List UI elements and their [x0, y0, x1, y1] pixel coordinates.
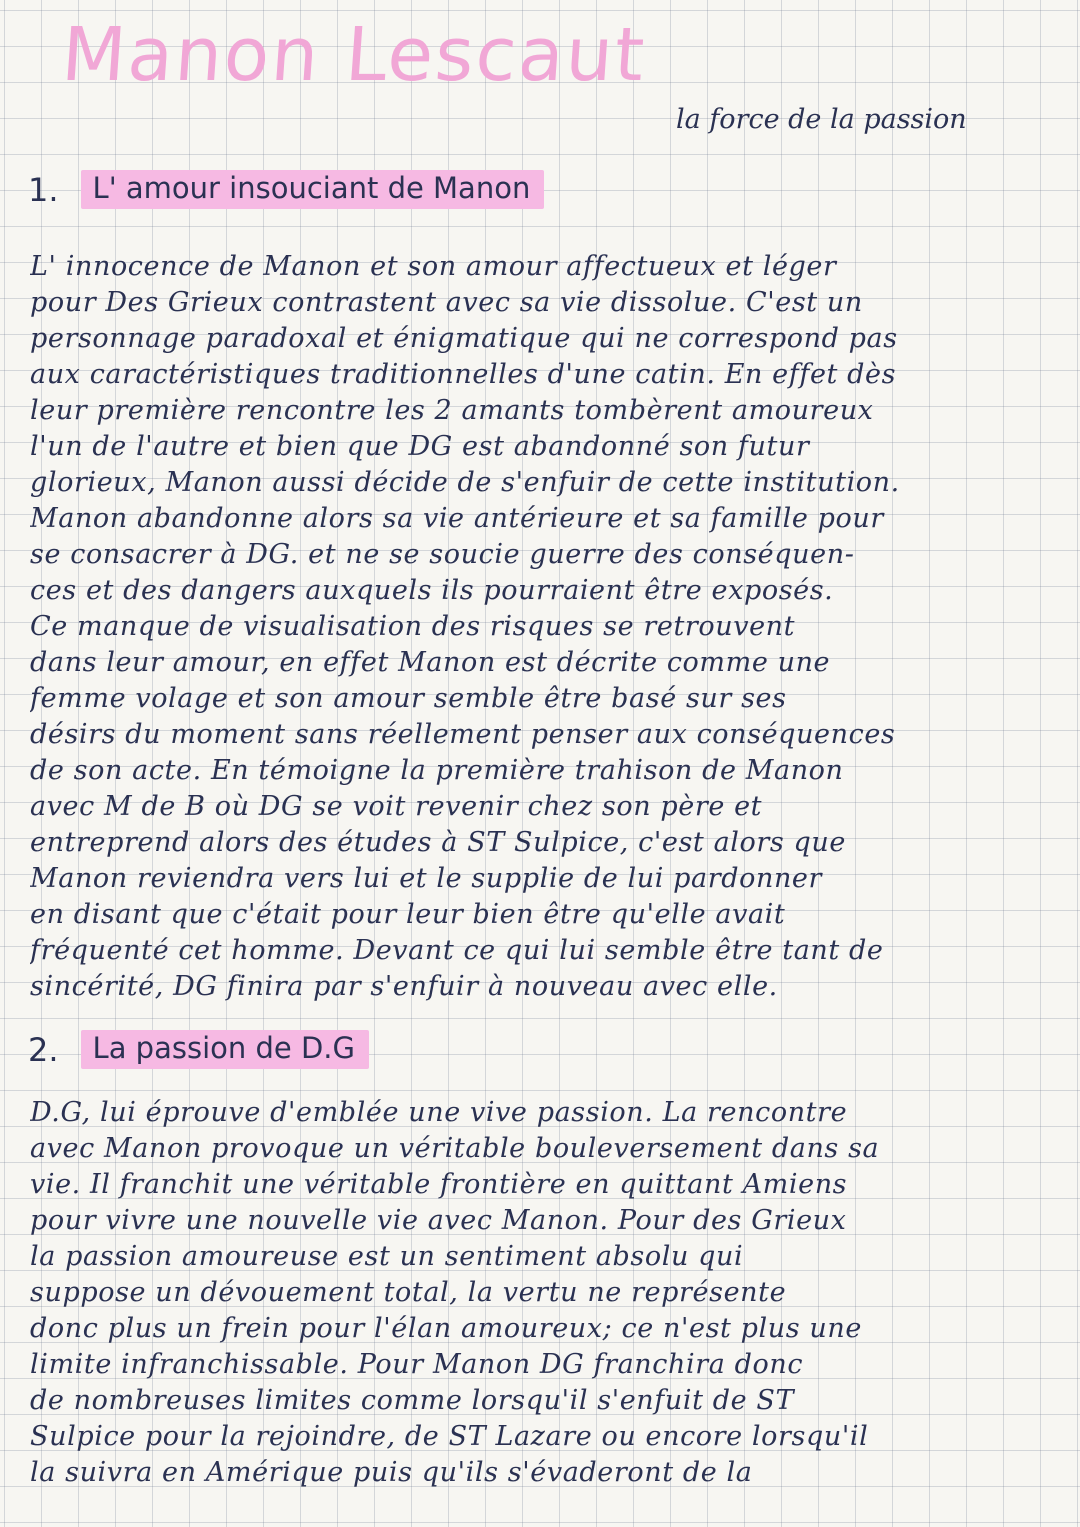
text-line: se consacrer à DG. et ne se soucie guerre des conséquen- — [30, 539, 855, 570]
section-heading-2 — [28, 1030, 369, 1069]
text-line: fréquenté cet homme. Devant ce qui lui semble être tant de — [30, 935, 884, 966]
text-line: limite infranchissable. Pour Manon DG franchira donc — [30, 1349, 804, 1380]
text-line: en disant que c'était pour leur bien être qu'elle avait — [30, 899, 786, 930]
text-line: Manon reviendra vers lui et le supplie de lui pardonner — [30, 863, 823, 894]
page-title: Manon Lescaut — [58, 12, 649, 98]
section-2-paragraph — [30, 1095, 1052, 1491]
text-line: de nombreuses limites comme lorsqu'il s'enfuit de ST — [30, 1385, 795, 1416]
text-line: femme volage et son amour semble être basé sur ses — [30, 683, 787, 714]
text-line: la suivra en Amérique puis qu'ils s'évaderont de la — [30, 1457, 753, 1488]
text-line: leur première rencontre les 2 amants tombèrent amoureux — [30, 395, 874, 426]
section-number: 1. — [28, 170, 59, 209]
section-number: 2. — [28, 1030, 59, 1069]
section-heading-highlight: La passion de D.G — [81, 1030, 369, 1069]
section-heading-highlight: L' amour insouciant de Manon — [81, 170, 545, 209]
text-line: l'un de l'autre et bien que DG est abandonné son futur — [30, 431, 810, 462]
text-line: vie. Il franchit une véritable frontière en quittant Amiens — [30, 1169, 848, 1200]
text-line: suppose un dévouement total, la vertu ne représente — [30, 1277, 787, 1308]
text-line: Ce manque de visualisation des risques se retrouvent — [30, 611, 796, 642]
text-line: personnage paradoxal et énigmatique qui ne correspond pas — [30, 323, 898, 354]
text-line: pour Des Grieux contrastent avec sa vie dissolue. C'est un — [30, 287, 863, 318]
text-line: entreprend alors des études à ST Sulpice, c'est alors que — [30, 827, 846, 858]
text-line: pour vivre une nouvelle vie avec Manon. Pour des Grieux — [30, 1205, 847, 1236]
text-line: avec Manon provoque un véritable bouleversement dans sa — [30, 1133, 880, 1164]
text-line: L' innocence de Manon et son amour affectueux et léger — [30, 251, 837, 282]
text-line: dans leur amour, en effet Manon est décrite comme une — [30, 647, 831, 678]
section-heading-1 — [28, 170, 544, 209]
text-line: D.G, lui éprouve d'emblée une vive passion. La rencontre — [30, 1097, 848, 1128]
text-line: glorieux, Manon aussi décide de s'enfuir de cette institution. — [30, 467, 900, 498]
text-line: avec M de B où DG se voit revenir chez son père et — [30, 791, 763, 822]
text-line: de son acte. En témoigne la première trahison de Manon — [30, 755, 844, 786]
text-line: aux caractéristiques traditionnelles d'une catin. En effet dès — [30, 359, 897, 390]
text-line: la passion amoureuse est un sentiment absolu qui — [30, 1241, 744, 1272]
text-line: donc plus un frein pour l'élan amoureux; ce n'est plus une — [30, 1313, 862, 1344]
page-subtitle: la force de la passion — [676, 104, 967, 135]
text-line: désirs du moment sans réellement penser aux conséquences — [30, 719, 896, 750]
text-line: Sulpice pour la rejoindre, de ST Lazare ou encore lorsqu'il — [30, 1421, 869, 1452]
text-line: ces et des dangers auxquels ils pourraient être exposés. — [30, 575, 834, 606]
text-line: Manon abandonne alors sa vie antérieure et sa famille pour — [30, 503, 884, 534]
section-1-paragraph — [30, 249, 1052, 1005]
text-line: sincérité, DG finira par s'enfuir à nouveau avec elle. — [30, 971, 778, 1002]
